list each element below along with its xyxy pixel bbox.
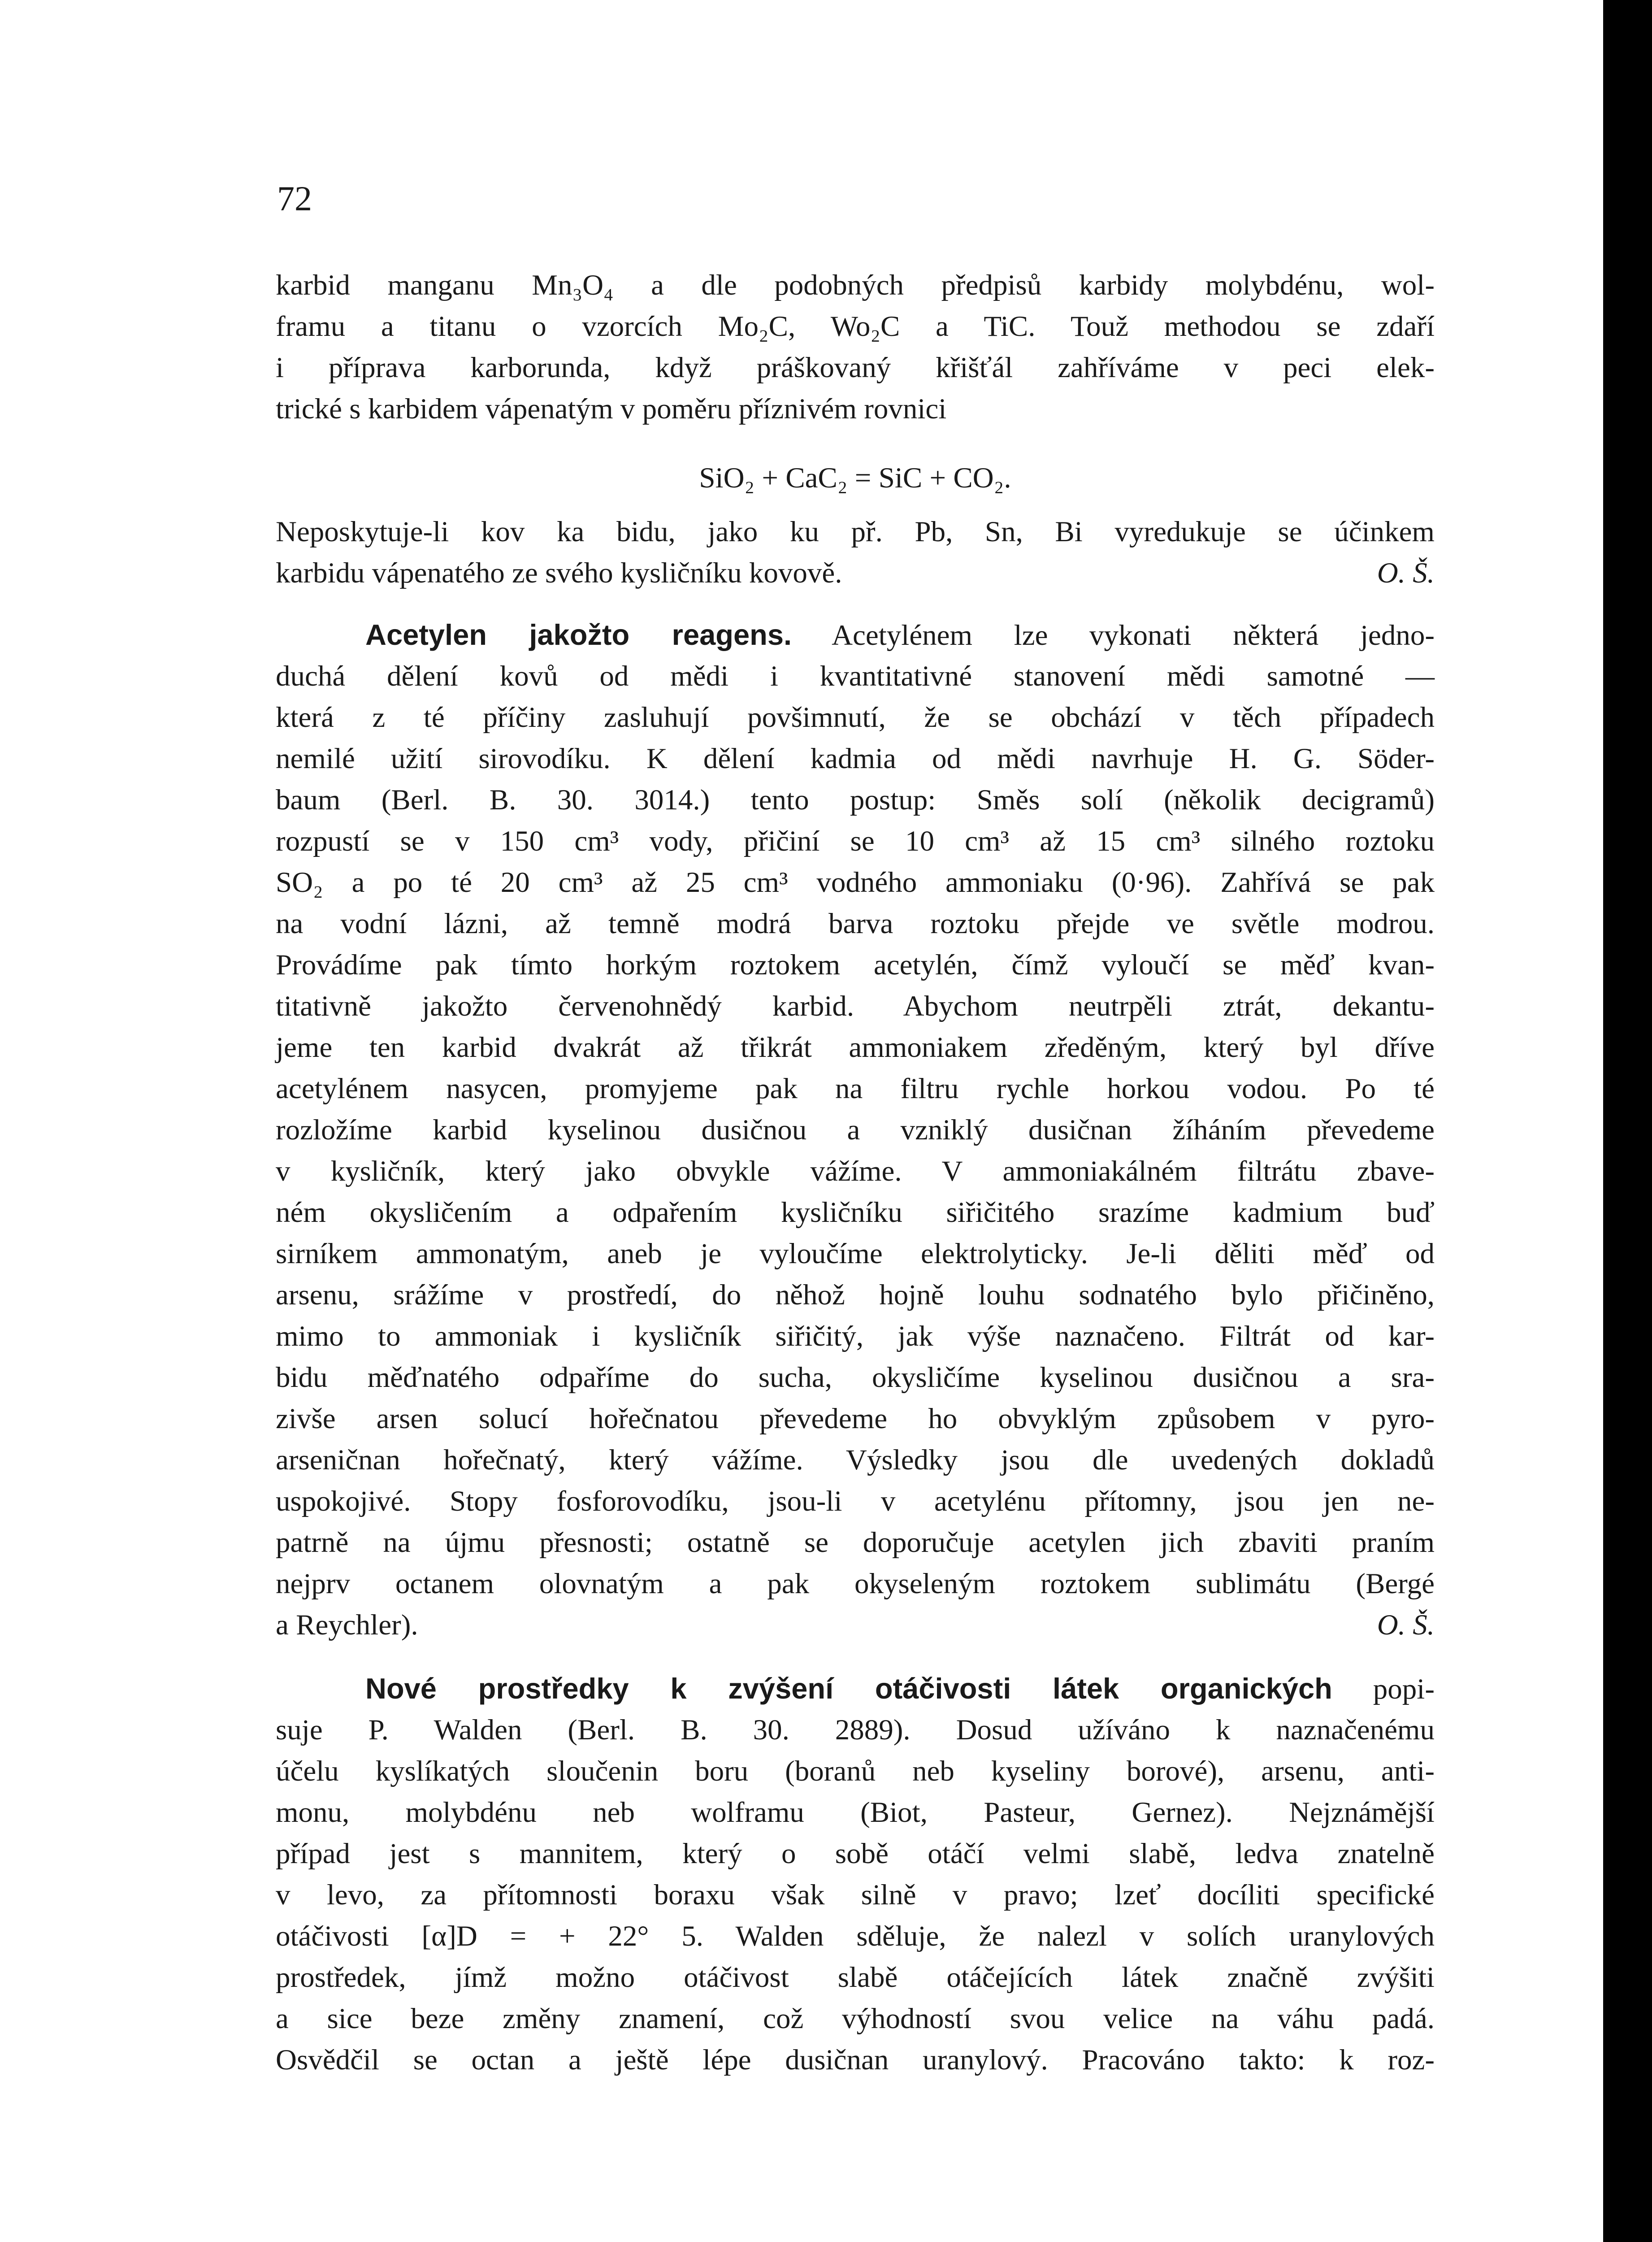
section-heading-line [276, 1668, 1435, 1709]
text-line: případ jest s mannitem, který o sobě otáčí velmi slabě, ledva znatelně [276, 1838, 1435, 1870]
text-line: arsenu, srážíme v prostředí, do něhož hojně louhu sodnatého bylo přičiněno, [276, 1279, 1435, 1311]
text-line: trické s karbidem vápenatým v poměru příznivém rovnici [276, 393, 947, 425]
text-line-content: a Reychler). [276, 1609, 418, 1641]
text-line: zivše arsen solucí hořečnatou převedeme ho obvyklým způsobem v pyro- [276, 1403, 1435, 1435]
text-line: i příprava karborunda, když práškovaný křišťál zahříváme v peci elek- [276, 352, 1435, 384]
text-line: bidu měďnatého odpaříme do sucha, okysličíme kyselinou dusičnou a sra- [276, 1361, 1435, 1394]
text-line: arseničnan hořečnatý, který vážíme. Výsledky jsou dle uvedených dokladů [276, 1444, 1435, 1476]
text-line: prostředek, jímž možno otáčivost slabě otáčejících látek značně zvýšiti [276, 1961, 1435, 1994]
text-line: suje P. Walden (Berl. B. 30. 2889). Dosud užíváno k naznačenému [276, 1714, 1435, 1746]
text-line: jeme ten karbid dvakrát až třikrát ammoniakem zředěným, který byl dříve [276, 1031, 1435, 1064]
text-line-content: Acetylénem lze vykonati některá jedno- [832, 619, 1435, 652]
text-line: mimo to ammoniak i kysličník siřičitý, jak výše naznačeno. Filtrát od kar- [276, 1320, 1435, 1352]
text-line: sirníkem ammonatým, aneb je vyloučíme elektrolyticky. Je-li děliti měď od [276, 1238, 1435, 1270]
text-line: účelu kyslíkatých sloučenin boru (boranů neb kyseliny borové), arsenu, anti- [276, 1755, 1435, 1787]
text-line: Neposkytuje-li kov ka bidu, jako ku př. Pb, Sn, Bi vyredukuje se účinkem [276, 516, 1435, 548]
section-heading-line [276, 614, 1435, 656]
text-line [276, 552, 1435, 594]
section-heading: Nové prostředky k zvýšení otáčivosti látek organických [365, 1672, 1332, 1705]
text-line: a sice beze změny znamení, což výhodností svou velice na váhu padá. [276, 2003, 1435, 2035]
text-line: v kysličník, který jako obvykle vážíme. V ammoniakálném filtrátu zbave- [276, 1155, 1435, 1187]
text-line: monu, molybdénu neb wolframu (Biot, Pasteur, Gernez). Nejznámější [276, 1796, 1435, 1829]
text-line: titativně jakožto červenohnědý karbid. Abychom neutrpěli ztrát, dekantu- [276, 990, 1435, 1022]
text-line: baum (Berl. B. 30. 3014.) tento postup: Směs solí (několik decigramů) [276, 784, 1435, 816]
text-line: SO₂ a po té 20 cm³ až 25 cm³ vodného ammoniaku (0·96). Zahřívá se pak [276, 866, 1435, 899]
text-line-content: karbidu vápenatého ze svého kysličníku kovově. [276, 557, 842, 589]
chemical-equation: SiO₂ + CaC₂ = SiC + CO₂. [699, 462, 1011, 494]
text-line: nemilé užití sirovodíku. K dělení kadmia od mědi navrhuje H. G. Söder- [276, 743, 1435, 775]
text-line-content: popi- [1373, 1673, 1435, 1705]
signature: O. Š. [1377, 1609, 1435, 1641]
text-line: Osvědčil se octan a ještě lépe dusičnan uranylový. Pracováno takto: k roz- [276, 2044, 1435, 2076]
text-line: nejprv octanem olovnatým a pak okyseleným roztokem sublimátu (Bergé [276, 1568, 1435, 1600]
text-line: acetylénem nasycen, promyjeme pak na filtru rychle horkou vodou. Po té [276, 1073, 1435, 1105]
page-number: 72 [277, 179, 312, 218]
text-line [276, 1604, 1435, 1646]
text-line: framu a titanu o vzorcích Mo₂C, Wo₂C a TiC. Touž methodou se zdaří [276, 310, 1435, 343]
text-line: otáčivosti [α]D = + 22° 5. Walden sděluje, že nalezl v solích uranylových [276, 1920, 1435, 1952]
text-line: rozpustí se v 150 cm³ vody, přičiní se 10 cm³ až 15 cm³ silného roztoku [276, 825, 1435, 857]
text-line: rozložíme karbid kyselinou dusičnou a vzniklý dusičnan žíháním převedeme [276, 1114, 1435, 1146]
text-line: uspokojivé. Stopy fosforovodíku, jsou-li v acetylénu přítomny, jsou jen ne- [276, 1485, 1435, 1517]
section-heading: Acetylen jakožto reagens. [365, 618, 792, 651]
scan-page-edge [1603, 0, 1652, 2242]
text-line: patrně na újmu přesnosti; ostatně se doporučuje acetylen jich zbaviti praním [276, 1526, 1435, 1559]
text-line: karbid manganu Mn₃O₄ a dle podobných předpisů karbidy molybdénu, wol- [276, 269, 1435, 301]
text-line: na vodní lázni, až temně modrá barva roztoku přejde ve světle modrou. [276, 908, 1435, 940]
text-line: která z té příčiny zasluhují povšimnutí, že se obchází v těch případech [276, 701, 1435, 734]
text-line: Provádíme pak tímto horkým roztokem acetylén, čímž vyloučí se měď kvan- [276, 949, 1435, 981]
text-line: v levo, za přítomnosti boraxu však silně v pravo; lzeť docíliti specifické [276, 1879, 1435, 1911]
signature: O. Š. [1377, 557, 1435, 589]
text-line: ném okysličením a odpařením kysličníku siřičitého srazíme kadmium buď [276, 1196, 1435, 1229]
text-line: duchá dělení kovů od mědi i kvantitativné stanovení mědi samotné — [276, 660, 1435, 692]
